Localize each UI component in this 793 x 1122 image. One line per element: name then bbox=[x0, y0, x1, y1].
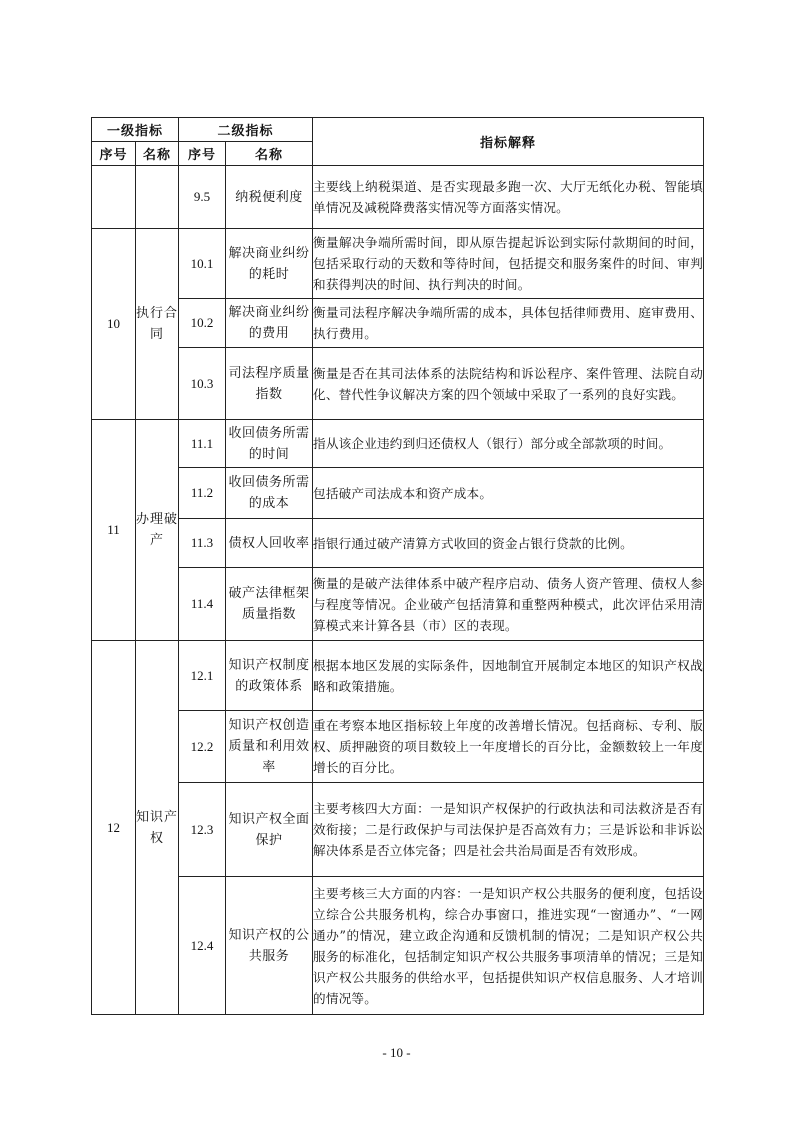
sub-seq: 11.1 bbox=[179, 420, 226, 468]
sub-name: 解决商业纠纷的费用 bbox=[226, 299, 313, 348]
sub-seq: 12.1 bbox=[179, 641, 226, 711]
sub-name: 知识产权创造质量和利用效率 bbox=[226, 711, 313, 783]
sub-name: 司法程序质量指数 bbox=[226, 348, 313, 420]
sub-name: 知识产权的公共服务 bbox=[226, 877, 313, 1015]
explanation: 衡量的是破产法律体系中破产程序启动、债务人资产管理、债权人参与程度等情况。企业破产包括清算和重整两种模式，此次评估采用清算模式来计算各县（市）区的表现。 bbox=[313, 568, 704, 641]
sub-name: 知识产权全面保护 bbox=[226, 783, 313, 877]
table-row bbox=[92, 641, 704, 711]
explanation: 重在考察本地区指标较上年度的改善增长情况。包括商标、专利、版权、质押融资的项目数较上一年度增长的百分比，金额数较上一年度增长的百分比。 bbox=[313, 711, 704, 783]
group-seq-empty bbox=[92, 166, 136, 229]
indicator-table bbox=[91, 117, 704, 1015]
header-seq2: 序号 bbox=[179, 142, 226, 166]
header-seq1: 序号 bbox=[92, 142, 136, 166]
sub-seq: 12.4 bbox=[179, 877, 226, 1015]
header-row-1 bbox=[92, 118, 704, 142]
explanation: 衡量解决争端所需时间，即从原告提起诉讼到实际付款期间的时间，包括采取行动的天数和等待时间，包括提交和服务案件的时间、审判和获得判决的时间、执行判决的时间。 bbox=[313, 229, 704, 299]
table-row bbox=[92, 519, 704, 568]
sub-seq: 11.4 bbox=[179, 568, 226, 641]
group-name: 办理破产 bbox=[136, 420, 179, 641]
page-number: - 10 - bbox=[382, 1045, 411, 1060]
sub-seq: 11.2 bbox=[179, 468, 226, 519]
sub-seq: 11.3 bbox=[179, 519, 226, 568]
header-level1: 一级指标 bbox=[92, 118, 179, 142]
sub-seq: 10.1 bbox=[179, 229, 226, 299]
sub-seq: 10.2 bbox=[179, 299, 226, 348]
group-seq: 11 bbox=[92, 420, 136, 641]
explanation: 衡量司法程序解决争端所需的成本，具体包括律师费用、庭审费用、执行费用。 bbox=[313, 299, 704, 348]
group-seq: 12 bbox=[92, 641, 136, 1015]
explanation: 主要线上纳税渠道、是否实现最多跑一次、大厅无纸化办税、智能填单情况及减税降费落实情况等方面落实情况。 bbox=[313, 166, 704, 229]
sub-name: 收回债务所需的成本 bbox=[226, 468, 313, 519]
table-row bbox=[92, 299, 704, 348]
group-name: 知识产权 bbox=[136, 641, 179, 1015]
sub-name: 债权人回收率 bbox=[226, 519, 313, 568]
header-name1: 名称 bbox=[136, 142, 179, 166]
table-row bbox=[92, 783, 704, 877]
header-explain: 指标解释 bbox=[313, 118, 704, 166]
explanation: 指从该企业违约到归还债权人（银行）部分或全部款项的时间。 bbox=[313, 420, 704, 468]
table-row bbox=[92, 877, 704, 1015]
sub-name: 知识产权制度的政策体系 bbox=[226, 641, 313, 711]
group-name-empty bbox=[136, 166, 179, 229]
sub-name: 收回债务所需的时间 bbox=[226, 420, 313, 468]
table-row bbox=[92, 348, 704, 420]
explanation: 根据本地区发展的实际条件，因地制宜开展制定本地区的知识产权战略和政策措施。 bbox=[313, 641, 704, 711]
table-row bbox=[92, 468, 704, 519]
header-name2: 名称 bbox=[226, 142, 313, 166]
sub-seq: 12.2 bbox=[179, 711, 226, 783]
sub-name: 破产法律框架质量指数 bbox=[226, 568, 313, 641]
sub-name: 解决商业纠纷的耗时 bbox=[226, 229, 313, 299]
sub-seq: 12.3 bbox=[179, 783, 226, 877]
group-seq: 10 bbox=[92, 229, 136, 420]
explanation: 主要考核三大方面的内容：一是知识产权公共服务的便利度，包括设立综合公共服务机构，综合办事窗口，推进实现“一窗通办”、“一网通办”的情况，建立政企沟通和反馈机制的情况；二是知识产权公共服务的标准化，包括制定知识产权公共服务事项清单的情况；三是知识产权公共服务的供给水平，包括提供知识产权信息服务、人才培训的情况等。 bbox=[313, 877, 704, 1015]
table-row bbox=[92, 166, 704, 229]
explanation: 包括破产司法成本和资产成本。 bbox=[313, 468, 704, 519]
group-name: 执行合同 bbox=[136, 229, 179, 420]
explanation: 指银行通过破产清算方式收回的资金占银行贷款的比例。 bbox=[313, 519, 704, 568]
explanation: 主要考核四大方面：一是知识产权保护的行政执法和司法救济是否有效衔接；二是行政保护与司法保护是否高效有力；三是诉讼和非诉讼解决体系是否立体完备；四是社会共治局面是否有效形成。 bbox=[313, 783, 704, 877]
table-row bbox=[92, 568, 704, 641]
sub-seq: 9.5 bbox=[179, 166, 226, 229]
table-row bbox=[92, 711, 704, 783]
sub-name: 纳税便利度 bbox=[226, 166, 313, 229]
table-row bbox=[92, 229, 704, 299]
explanation: 衡量是否在其司法体系的法院结构和诉讼程序、案件管理、法院自动化、替代性争议解决方案的四个领域中采取了一系列的良好实践。 bbox=[313, 348, 704, 420]
header-level2: 二级指标 bbox=[179, 118, 313, 142]
sub-seq: 10.3 bbox=[179, 348, 226, 420]
table-row bbox=[92, 420, 704, 468]
